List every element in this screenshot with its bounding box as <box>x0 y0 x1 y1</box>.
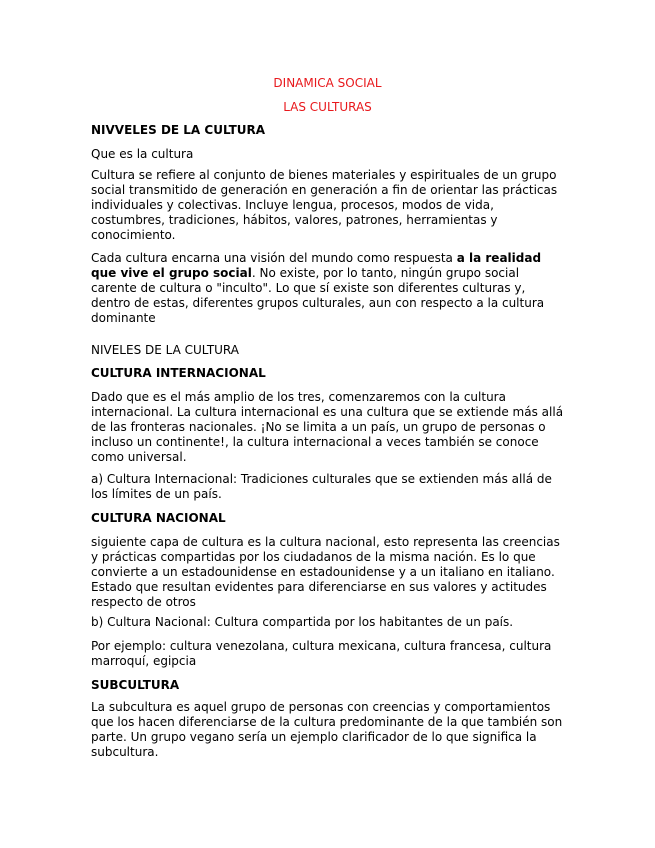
paragraph-vision-part-a: Cada cultura encarna una visión del mundo como respuesta <box>91 251 457 265</box>
heading-nivveles: NIVVELES DE LA CULTURA <box>91 123 266 137</box>
heading-subcultura: SUBCULTURA <box>91 678 180 692</box>
paragraph-internacional: Dado que es el más amplio de los tres, comenzaremos con la cultura internacional. La cultura internacional es una cultura que se extiende más allá de las fronteras nacionales. ¡No se limita a un país, un grupo de personas o incluso un continente!, la cultura internacional a veces también se conoce como universal. <box>91 390 564 464</box>
heading-cultura-internacional: CULTURA INTERNACIONAL <box>91 366 266 380</box>
paragraph-ejemplo: Por ejemplo: cultura venezolana, cultura mexicana, cultura francesa, cultura marroquí, egipcia <box>91 639 552 668</box>
paragraph-subcultura: La subcultura es aquel grupo de personas con creencias y comportamientos que los hacen diferenciarse de la cultura predominante de la que también son parte. Un grupo vegano sería un ejemplo clarificador de lo que significa la subcultura. <box>91 700 563 759</box>
document-title: DINAMICA SOCIAL <box>273 76 382 90</box>
paragraph-vision <box>91 251 566 326</box>
paragraph-nacional-def: b) Cultura Nacional: Cultura compartida por los habitantes de un país. <box>91 615 514 629</box>
heading-niveles: NIVELES DE LA CULTURA <box>91 343 239 357</box>
paragraph-vision-bold: a la realidad que vive el grupo social <box>91 251 542 280</box>
question-que-es: Que es la cultura <box>91 147 194 161</box>
heading-cultura-nacional: CULTURA NACIONAL <box>91 511 226 525</box>
paragraph-nacional: siguiente capa de cultura es la cultura nacional, esto representa las creencias y prácticas compartidas por los ciudadanos de la misma nación. Es lo que convierte a un estadounidense en estadounidense y a un italiano en italiano. Estado que resultan evidentes para diferenciarse en sus valores y actitudes respecto de otros <box>91 535 560 609</box>
paragraph-internacional-def: a) Cultura Internacional: Tradiciones culturales que se extienden más allá de los límites de un país. <box>91 472 552 501</box>
document-subtitle: LAS CULTURAS <box>283 100 372 114</box>
paragraph-vision-part-b: . No existe, por lo tanto, ningún grupo social carente de cultura o "inculto". Lo que sí existe son diferentes culturas y, dentro de estas, diferentes grupos culturales, aun con respecto a la cultura dominante <box>91 266 545 325</box>
paragraph-definicion: Cultura se refiere al conjunto de bienes materiales y espirituales de un grupo social transmitido de generación en generación a fin de orientar las prácticas individuales y colectivas. Incluye lengua, procesos, modos de vida, costumbres, tradiciones, hábitos, valores, patrones, herramientas y conocimiento. <box>91 168 558 242</box>
